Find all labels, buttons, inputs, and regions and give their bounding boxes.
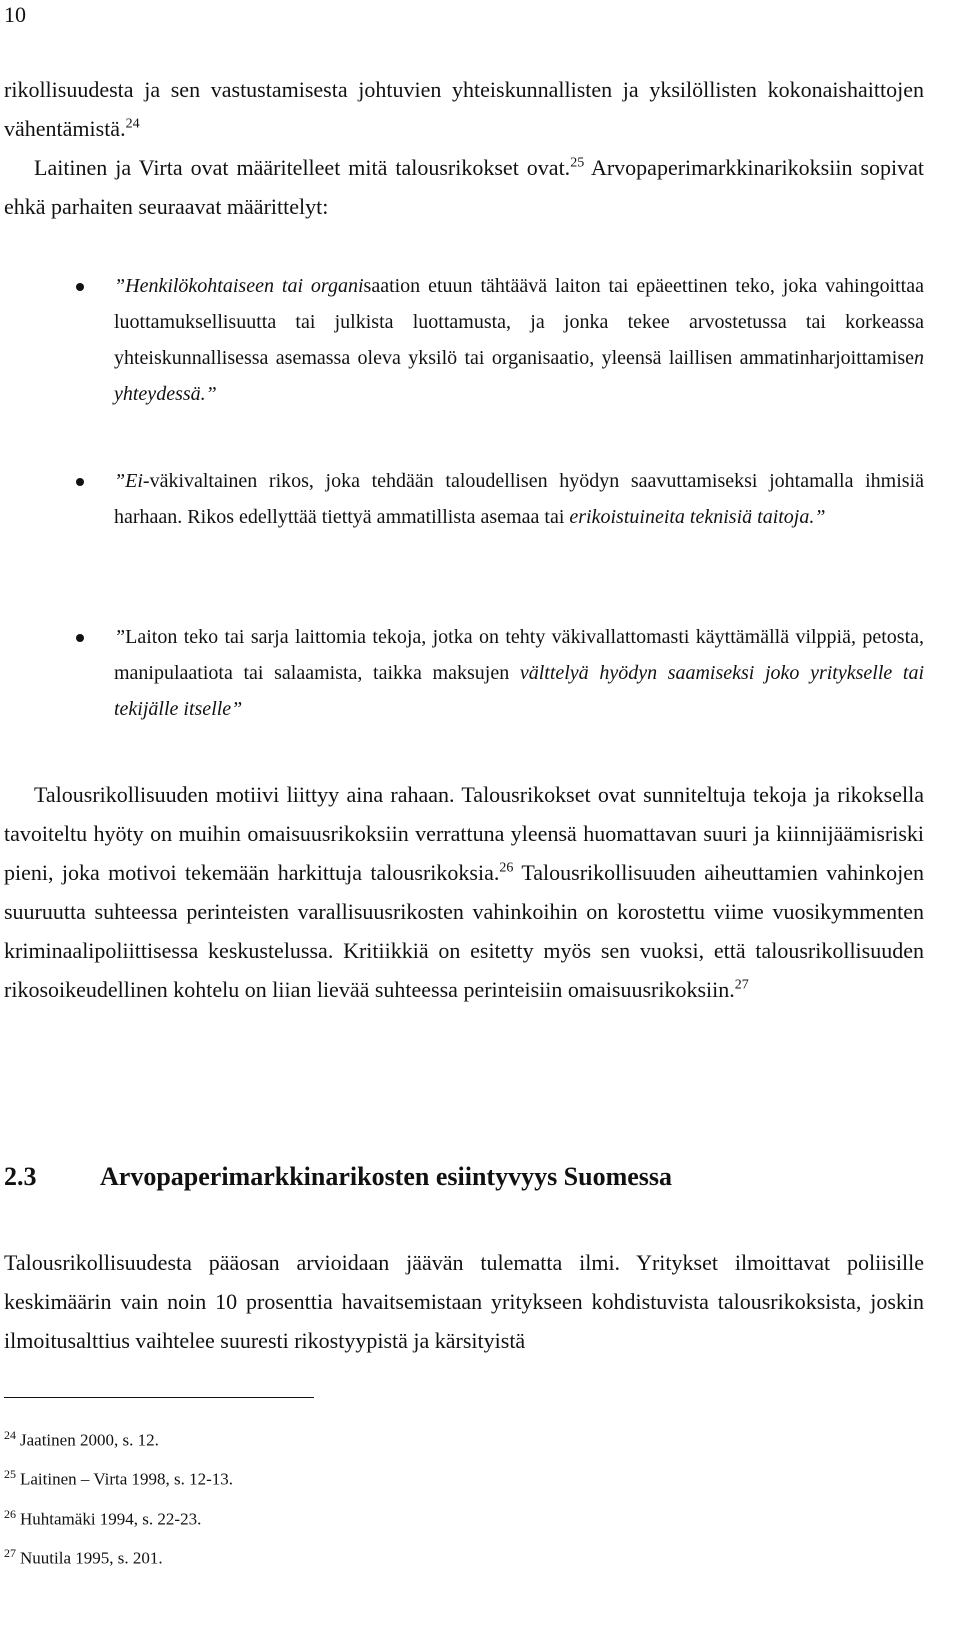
definition-italic-start: ” bbox=[114, 626, 126, 648]
footnote-ref-24: 24 bbox=[125, 116, 140, 132]
section-heading bbox=[4, 1162, 672, 1192]
footnote-ref-27: 27 bbox=[734, 977, 749, 993]
definition-list-item bbox=[114, 619, 924, 727]
body-paragraph-occurrence: Talousrikollisuudesta pääosan arvioidaan jäävän tulematta ilmi. Yritykset ilmoittavat poliisille keskimäärin vain noin 10 prosenttia havaitsemistaan yritykseen kohdistuvista talousrikoksista, joskin ilmoitusalttius vaihtelee suuresti rikostyypistä ja kärsityistä bbox=[4, 1250, 924, 1353]
intro-line-1: rikollisuudesta ja sen vastustamisesta johtuvien yhteiskunnallisten ja yksilöllisten kokonaishaittojen vähentämistä. bbox=[4, 77, 924, 141]
definition-italic-start: ”Henkilökohtaiseen tai organi bbox=[114, 275, 364, 297]
page-number: 10 bbox=[4, 2, 26, 27]
footnote-number: 26 bbox=[4, 1507, 16, 1521]
definition-list-item bbox=[114, 463, 924, 535]
footnote bbox=[4, 1546, 163, 1569]
section-title: Arvopaperimarkkinarikosten esiintyvyys Suomessa bbox=[100, 1162, 673, 1191]
definition-italic-end: n yhteydessä.” bbox=[114, 347, 924, 405]
definition-italic-start: ”Ei bbox=[114, 470, 143, 492]
bullet-dot-icon bbox=[76, 634, 84, 642]
footnote bbox=[4, 1428, 159, 1451]
intro-paragraph bbox=[4, 70, 924, 226]
section-number: 2.3 bbox=[4, 1162, 37, 1191]
footnote-number: 25 bbox=[4, 1467, 16, 1481]
body-paragraph-motive bbox=[4, 775, 924, 1009]
footnote bbox=[4, 1507, 201, 1530]
footnote-number: 24 bbox=[4, 1428, 16, 1442]
footnote-text: Laitinen – Virta 1998, s. 12-13. bbox=[20, 1469, 234, 1489]
definition-italic-end: erikoistuineita teknisiä taitoja.” bbox=[569, 506, 826, 528]
footnote-text: Huhtamäki 1994, s. 22-23. bbox=[20, 1509, 202, 1529]
footnote-ref-26: 26 bbox=[499, 860, 514, 876]
footnote bbox=[4, 1467, 233, 1490]
footnote-number: 27 bbox=[4, 1546, 16, 1560]
footnote-separator bbox=[4, 1397, 314, 1398]
definition-body: Laiton teko tai sarja laittomia tekoja, jotka on tehty väkivallattomasti käyttämällä vilppiä, petosta, manipulaatiota tai salaamista, taikka maksujen bbox=[114, 626, 924, 684]
footnote-ref-25: 25 bbox=[570, 155, 585, 171]
footnote-text: Nuutila 1995, s. 201. bbox=[20, 1548, 163, 1568]
intro-line-3: Arvopaperimarkkinarikoksiin sopivat ehkä parhaiten seuraavat määrittelyt: bbox=[4, 155, 924, 219]
definition-body: saation etuun tähtäävä laiton tai epäeettinen teko, joka vahingoittaa luottamuksellisuutta tai julkista luottamusta, ja jonka tekee arvostetussa tai korkeassa yhteiskunnallisessa asemassa oleva yksilö tai organisaatio, yleensä laillisen ammatinharjoittamise bbox=[114, 275, 924, 369]
intro-line-2: Laitinen ja Virta ovat määritelleet mitä talousrikokset ovat. bbox=[34, 155, 571, 180]
paragraph-text: Talousrikollisuuden motiivi liittyy aina rahaan. Talousrikokset ovat sunniteltuja tekoja ja rikoksella tavoiteltu hyöty on muihin omaisuusrikoksiin verrattuna yleensä huomattavan suuri ja kiinnijäämisriski pieni, joka motivoi tekemään harkittuja talousrikoksia. bbox=[4, 782, 924, 885]
definition-body: -väkivaltainen rikos, joka tehdään taloudellisen hyödyn saavuttamiseksi johtamalla ihmisiä harhaan. Rikos edellyttää tiettyä ammatillista asemaa tai bbox=[114, 470, 924, 528]
definition-list-item bbox=[114, 268, 924, 412]
bullet-dot-icon bbox=[76, 478, 84, 486]
bullet-dot-icon bbox=[76, 283, 84, 291]
footnote-text: Jaatinen 2000, s. 12. bbox=[20, 1430, 159, 1450]
definition-italic-end: välttelyä hyödyn saamiseksi joko yritykselle tai tekijälle itselle” bbox=[114, 662, 924, 720]
paragraph-text: Talousrikollisuuden aiheuttamien vahinkojen suuruutta suhteessa perinteisten varallisuusrikosten vahinkoihin on korostettu viime vuosikymmenten kriminaalipoliittisessa keskustelussa. Kritiikkiä on esitetty myös sen vuoksi, että talousrikollisuuden rikosoikeudellinen kohtelu on liian lievää suhteessa perinteisiin omaisuusrikoksiin. bbox=[4, 860, 924, 1002]
